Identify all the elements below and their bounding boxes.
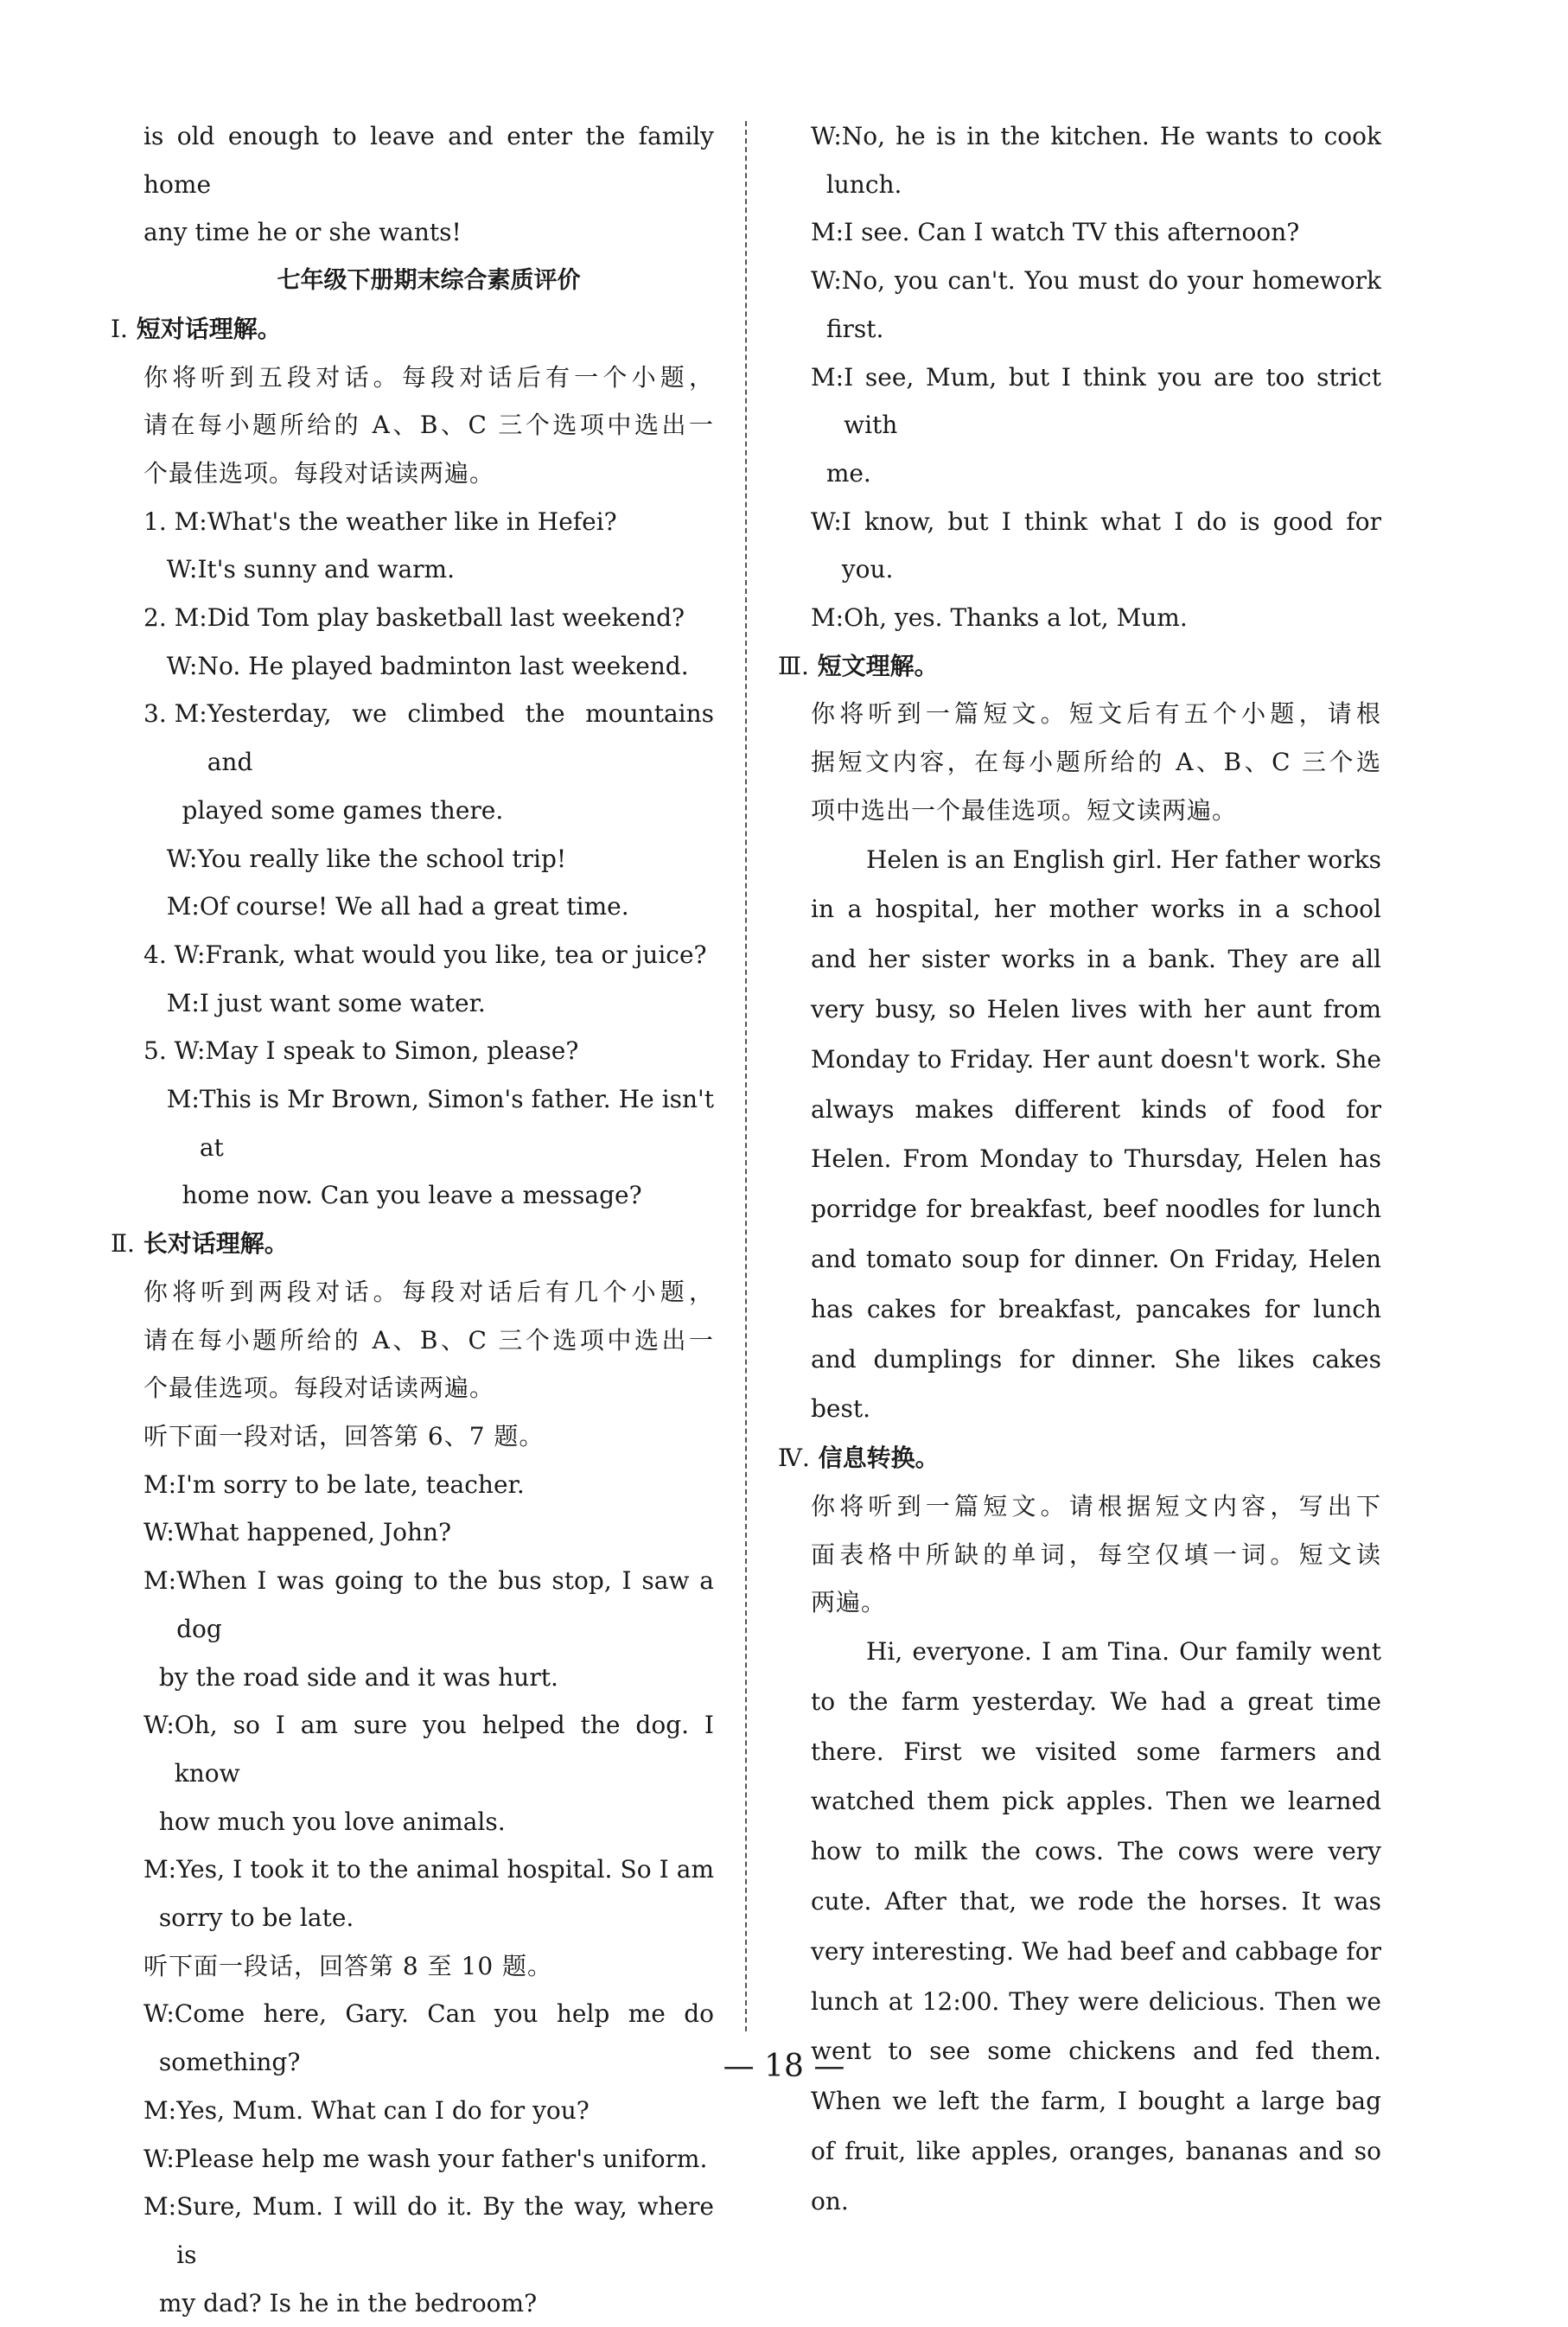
section-2-prompt: 听下面一段对话，回答第 6、7 题。	[143, 1421, 545, 1450]
dialog-line: M: Of course! We all had a great time.	[143, 892, 629, 921]
section-2-heading: Ⅱ. 长对话理解。	[111, 1229, 289, 1259]
dialog-line: M: This is Mr Brown, Simon's father. He isn't at	[143, 1085, 714, 1162]
dialog-line: W: Please help me wash your father's uniform.	[143, 2144, 708, 2173]
dialog-continued	[811, 112, 1381, 642]
dialog-line: M: Oh, yes. Thanks a lot, Mum.	[811, 603, 1188, 633]
dialog-line: M: Yes, I took it to the animal hospital. So I am	[143, 1855, 714, 1884]
section-3-heading: Ⅲ. 短文理解。	[778, 651, 939, 680]
section-1-instruction: 请在每小题所给的 A、B、C 三个选项中选出一	[143, 411, 714, 440]
section-1-heading: Ⅰ. 短对话理解。	[111, 314, 282, 343]
section-4-instruction: 你将听到一篇短文。请根据短文内容，写出下	[811, 1491, 1381, 1521]
dialog-line: W: It's sunny and warm.	[143, 555, 455, 584]
section-3-instruction: 项中选出一个最佳选项。短文读两遍。	[811, 795, 1238, 825]
section-2-instruction: 个最佳选项。每段对话读两遍。	[143, 1374, 495, 1403]
dialog-line: M: I see. Can I watch TV this afternoon?	[811, 218, 1300, 247]
carry-over-line: any time he or she wants!	[143, 218, 462, 247]
section-4-instruction: 面表格中所缺的单词，每空仅填一词。短文读	[811, 1540, 1381, 1569]
exam-title: 七年级下册期末综合素质评价	[277, 267, 581, 295]
dialog-line: W: No. He played badminton last weekend.	[143, 651, 689, 680]
dialog-line: W: No, you can't. You must do your homework	[811, 266, 1381, 296]
dialog-line: my dad? Is he in the bedroom?	[158, 2288, 538, 2317]
dialog-line: first.	[825, 314, 884, 343]
page-number: — 18 —	[723, 2049, 845, 2084]
section-2-instruction: 请在每小题所给的 A、B、C 三个选项中选出一	[143, 1325, 714, 1355]
section-2-prompt: 听下面一段话，回答第 8 至 10 题。	[143, 1951, 553, 1980]
section-4-passage: Hi, everyone. I am Tina. Our family went to the farm yesterday. We had a great time there. First we visited some farmers and watched them pick apples. Then we learned how to milk the cows. The cows were very cute. After that, we rode the horses. It was very interesting. We had beef and cabbage for lunch at 12:00. They were delicious. Then we went to see some chickens and fed them. When we left the farm, I bought a large bag of fruit, like apples, oranges, bananas and so on.	[811, 1636, 1381, 2215]
section-4-heading: Ⅳ. 信息转换。	[778, 1444, 940, 1473]
section-1-instruction: 你将听到五段对话。每段对话后有一个小题，	[143, 362, 714, 392]
dialog-line: 2. M: Did Tom play basketball last weekend?	[143, 603, 685, 633]
dialog-line: played some games there.	[182, 795, 504, 825]
section-3-passage: Helen is an English girl. Her father works in a hospital, her mother works in a school and her sister works in a bank. They are all very busy, so Helen lives with her aunt from Monday to Friday. Her aunt doesn't work. She always makes different kinds of food for Helen. From Monday to Thursday, Helen has porridge for breakfast, beef noodles for lunch and tomato soup for dinner. On Friday, Helen has cakes for breakfast, pancakes for lunch and dumplings for dinner. She likes cakes best.	[811, 845, 1381, 1424]
dialog-line: W: You really like the school trip!	[143, 844, 567, 873]
dialog-line: sorry to be late.	[158, 1903, 354, 1933]
dialog-line: how much you love animals.	[158, 1807, 506, 1836]
dialog-line: M: Yes, Mum. What can I do for you?	[143, 2095, 590, 2125]
dialog-line: 4. W: Frank, what would you like, tea or juice?	[143, 940, 707, 969]
dialog-line: W: Come here, Gary. Can you help me do	[143, 1999, 714, 2029]
dialog-line: 1. M: What's the weather like in Hefei?	[143, 507, 617, 536]
dialog-line: 3. M: Yesterday, we climbed the mountains and	[143, 699, 714, 777]
dialog-line: M: When I was going to the bus stop, I saw a dog	[143, 1566, 714, 1643]
section-3-instruction: 据短文内容，在每小题所给的 A、B、C 三个选	[811, 748, 1381, 777]
section-4-instruction: 两遍。	[811, 1588, 887, 1617]
dialog-line: M: I see, Mum, but I think you are too strict with	[811, 362, 1381, 440]
dialog-line: home now. Can you leave a message?	[182, 1181, 642, 1210]
dialog-line: by the road side and it was hurt.	[158, 1662, 558, 1692]
section-1-dialogs	[143, 498, 714, 1221]
dialog-line: something?	[158, 2048, 301, 2077]
column-divider	[745, 121, 747, 2031]
section-2-instruction: 你将听到两段对话。每段对话后有几个小题，	[143, 1277, 714, 1306]
dialog-line: M: Sure, Mum. I will do it. By the way, where is	[143, 2192, 714, 2269]
dialog-line: lunch.	[825, 169, 902, 199]
left-column	[111, 112, 714, 2327]
section-3-instruction: 你将听到一篇短文。短文后有五个小题，请根	[811, 699, 1381, 729]
carry-over-line: is old enough to leave and enter the family home	[143, 122, 714, 199]
dialog-line: me.	[825, 458, 871, 488]
dialog-line: W: No, he is in the kitchen. He wants to cook	[811, 122, 1381, 150]
section-2-dialog-2	[143, 1990, 714, 2327]
dialog-line: 5. W: May I speak to Simon, please?	[143, 1036, 579, 1066]
dialog-line: M: I'm sorry to be late, teacher.	[143, 1470, 525, 1499]
section-2-dialog-1	[143, 1461, 714, 1942]
dialog-line: W: I know, but I think what I do is good for you.	[811, 507, 1381, 584]
dialog-line: M: I just want some water.	[143, 988, 486, 1017]
dialog-line: W: What happened, John?	[143, 1518, 452, 1547]
dialog-line: W: Oh, so I am sure you helped the dog. I know	[143, 1711, 714, 1788]
section-1-instruction: 个最佳选项。每段对话读两遍。	[143, 458, 495, 488]
